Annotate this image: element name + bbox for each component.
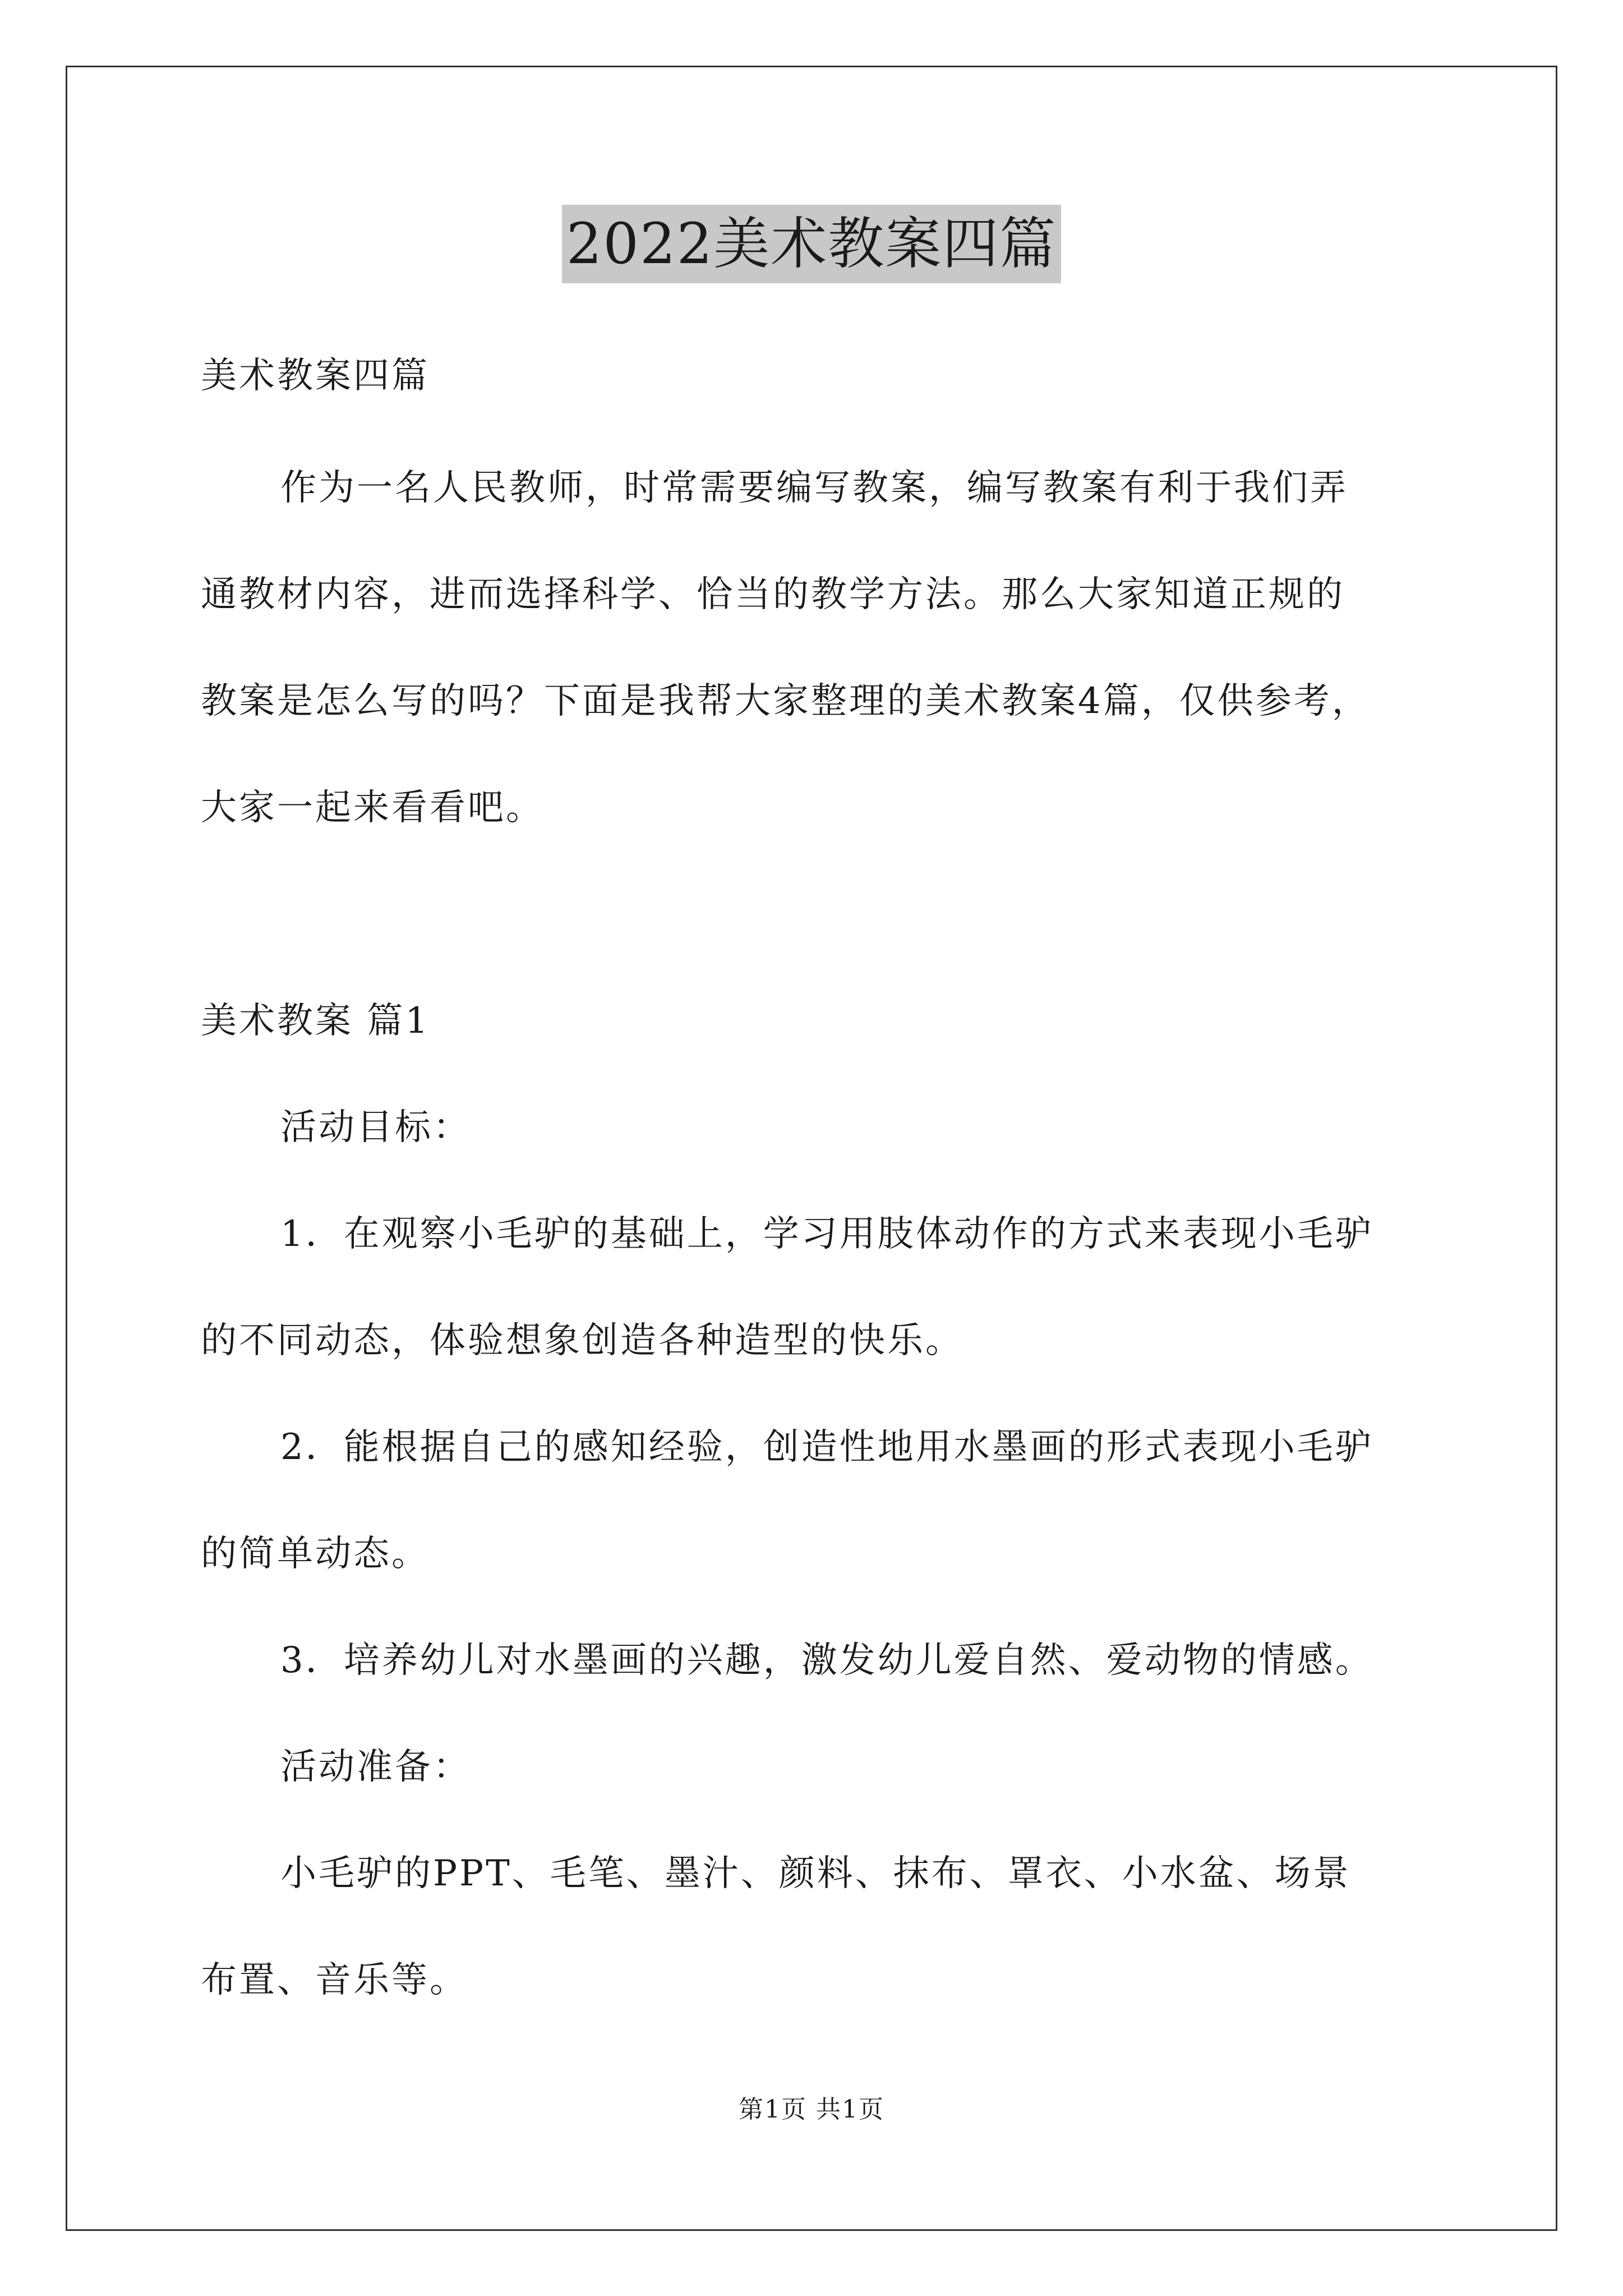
prep-heading: 活动准备：	[280, 1746, 471, 1788]
intro-line-1: 作为一名人民教师，时常需要编写教案，编写教案有利于我们弄	[280, 467, 1348, 509]
intro-line-3: 教案是怎么写的吗？下面是我帮大家整理的美术教案4篇，仅供参考，	[201, 680, 1370, 722]
prep-line-2: 布置、音乐等。	[201, 1959, 468, 2001]
prep-line-1: 小毛驴的PPT、毛笔、墨汁、颜料、抹布、罩衣、小水盆、场景	[280, 1853, 1351, 1894]
goal-3: 3．培养幼儿对水墨画的兴趣，激发幼儿爱自然、爱动物的情感。	[280, 1640, 1373, 1681]
intro-line-4: 大家一起来看看吧。	[201, 787, 544, 829]
goal-2-line-2: 的简单动态。	[201, 1533, 430, 1575]
title-container	[0, 205, 1623, 283]
document-title: 2022美术教案四篇	[562, 205, 1062, 283]
goals-heading: 活动目标：	[280, 1107, 471, 1148]
section-heading: 美术教案 篇1	[201, 1000, 431, 1042]
goal-1-line-2: 的不同动态，体验想象创造各种造型的快乐。	[201, 1320, 963, 1361]
goal-2-line-1: 2．能根据自己的感知经验，创造性地用水墨画的形式表现小毛驴	[280, 1427, 1373, 1468]
goal-1-line-1: 1．在观察小毛驴的基础上，学习用肢体动作的方式来表现小毛驴	[280, 1213, 1373, 1255]
page-footer: 第1页 共1页	[739, 2095, 884, 2124]
intro-line-2: 通教材内容，进而选择科学、恰当的教学方法。那么大家知道正规的	[201, 574, 1345, 615]
subtitle: 美术教案四篇	[201, 355, 430, 397]
